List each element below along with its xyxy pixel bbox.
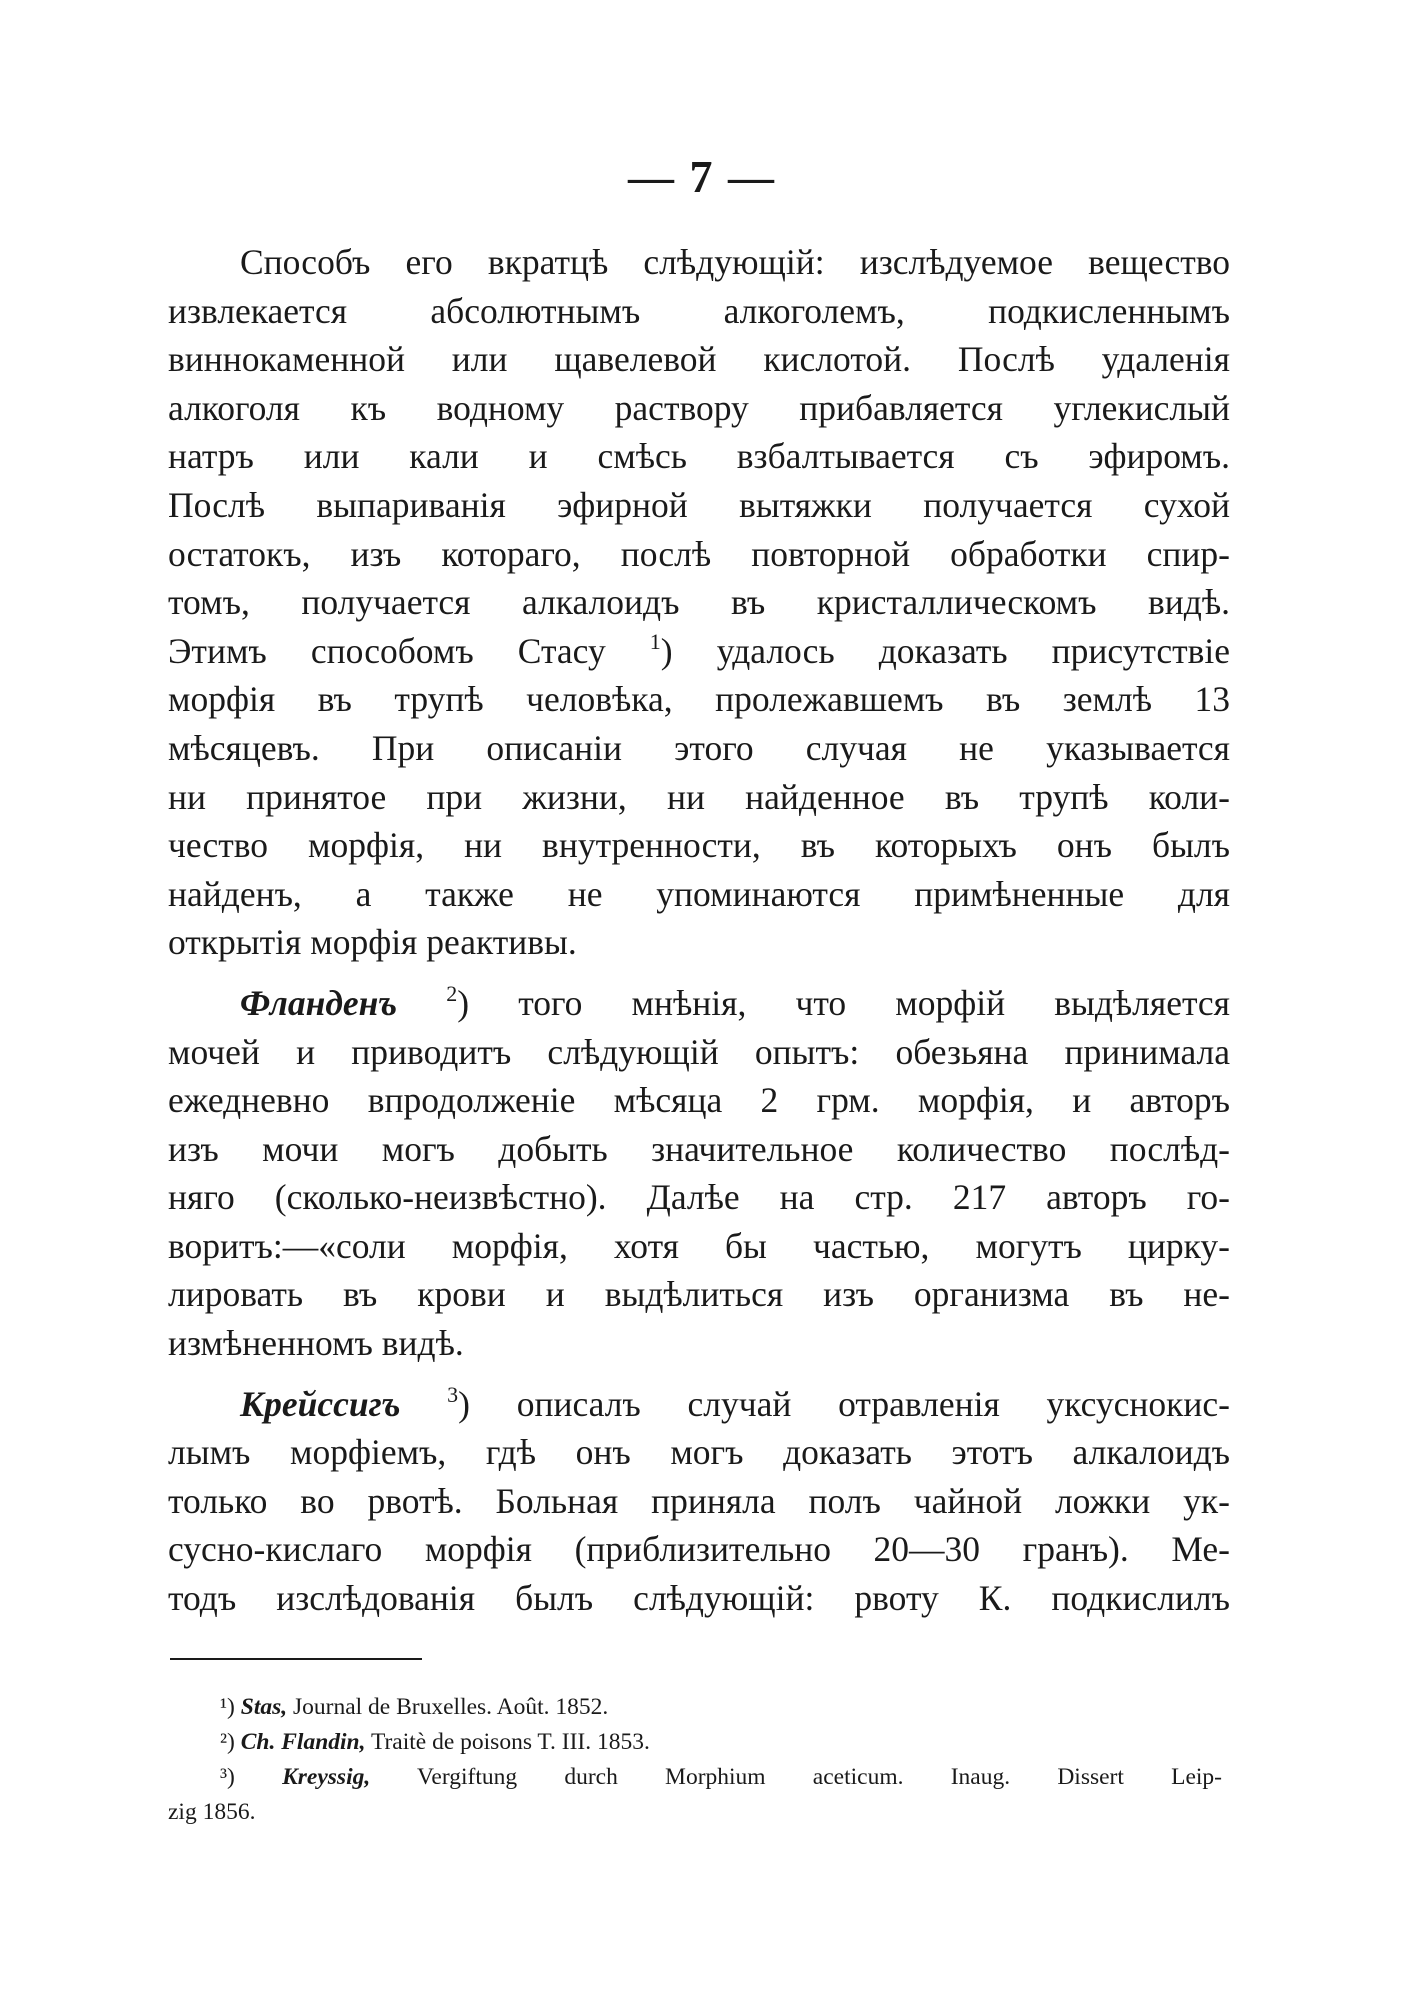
paragraph-1 <box>168 238 1230 967</box>
footnote-text: Traitè de poisons T. III. 1853. <box>365 1729 650 1755</box>
footnote-author: Stas, <box>240 1694 288 1720</box>
footnote-1 <box>168 1690 1222 1725</box>
footnote-marker: ¹) <box>220 1694 235 1720</box>
text-line <box>168 1380 1230 1429</box>
footnote-separator <box>170 1658 422 1660</box>
footnote-ref-2: 2 <box>446 980 458 1006</box>
text-line <box>168 627 1230 676</box>
text-line: остатокъ, изъ котораго, послѣ повторной обработки спир- <box>168 533 1230 574</box>
text-line: Способъ его вкратцѣ слѣдующій: изслѣдуемое вещество <box>240 242 1230 282</box>
text-line: чество морфія, ни внутренности, въ которыхъ онъ былъ <box>168 825 1230 866</box>
text-line: алкоголя къ водному раствору прибавляется углекислый <box>168 387 1230 428</box>
text-line: морфія въ трупѣ человѣка, пролежавшемъ въ землѣ 13 <box>168 679 1230 720</box>
text-line: виннокаменной или щавелевой кислотой. Послѣ удаленія <box>168 339 1230 380</box>
text-line: мочей и приводитъ слѣдующій опытъ: обезьяна принимала <box>168 1031 1230 1072</box>
text-line: воритъ:—«соли морфія, хотя бы частью, могутъ цирку- <box>168 1225 1230 1266</box>
paragraph-2 <box>168 979 1230 1368</box>
footnote-ref-1: 1 <box>649 628 661 654</box>
text-segment: ) описалъ случай отравленія уксуснокис- <box>458 1383 1231 1424</box>
text-line: лымъ морфіемъ, гдѣ онъ могъ доказать этотъ алкалоидъ <box>168 1432 1230 1473</box>
text-line: измѣненномъ видѣ. <box>168 1323 464 1364</box>
text-line: изъ мочи могъ добыть значительное количество послѣд- <box>168 1128 1230 1169</box>
text-segment: ) удалось доказать присутствіе <box>660 630 1230 671</box>
text-line: натръ или кали и смѣсь взбалтывается съ эфиромъ. <box>168 436 1230 477</box>
text-line <box>168 979 1230 1028</box>
footnote-2 <box>168 1725 1222 1760</box>
text-segment: ) того мнѣнія, что морфій выдѣляется <box>457 982 1231 1023</box>
footnote-author: Ch. Flandin, <box>240 1729 366 1755</box>
text-line: ни принятое при жизни, ни найденное въ трупѣ коли- <box>168 776 1230 817</box>
footnote-3 <box>168 1760 1222 1795</box>
footnote-3-continuation: zig 1856. <box>168 1799 256 1825</box>
text-line: открытія морфія реактивы. <box>168 922 577 963</box>
text-line: мѣсяцевъ. При описаніи этого случая не указывается <box>168 727 1230 768</box>
text-line: только во рвотѣ. Больная приняла полъ чайной ложки ук- <box>168 1480 1230 1521</box>
text-line: найденъ, а также не упоминаются примѣненные для <box>168 873 1230 914</box>
footnotes <box>168 1690 1222 1830</box>
body-text <box>168 238 1230 1635</box>
text-line: лировать въ крови и выдѣлиться изъ организма въ не- <box>168 1274 1230 1315</box>
text-line: сусно-кислаго морфія (приблизительно 20—30 гранъ). Ме- <box>168 1529 1230 1570</box>
text-line: тодъ изслѣдованія былъ слѣдующій: рвоту К. подкислилъ <box>168 1578 1230 1619</box>
footnote-marker: ²) <box>220 1729 235 1755</box>
text-line: извлекается абсолютнымъ алкоголемъ, подкисленнымъ <box>168 290 1230 331</box>
text-line: Послѣ выпариванія эфирной вытяжки получается сухой <box>168 484 1230 525</box>
footnote-text: Journal de Bruxelles. Août. 1852. <box>287 1694 609 1720</box>
author-name: Фланденъ <box>240 982 398 1023</box>
author-name: Крейссигъ <box>240 1383 401 1424</box>
text-segment: Этимъ способомъ Стасу <box>168 630 606 671</box>
page-number: — 7 — <box>628 151 776 202</box>
footnote-ref-3: 3 <box>447 1381 459 1407</box>
paragraph-3 <box>168 1380 1230 1623</box>
footnote-text: Vergiftung durch Morphium aceticum. Inaug. Dissert Leip- <box>370 1764 1223 1790</box>
text-line: няго (сколько-неизвѣстно). Далѣе на стр. 217 авторъ го- <box>168 1177 1230 1218</box>
footnote-author: Kreyssig, <box>282 1764 371 1790</box>
footnote-marker: ³) <box>220 1764 235 1790</box>
text-line: ежедневно впродолженіе мѣсяца 2 грм. морфія, и авторъ <box>168 1080 1230 1121</box>
text-line: томъ, получается алкалоидъ въ кристаллическомъ видѣ. <box>168 582 1230 623</box>
